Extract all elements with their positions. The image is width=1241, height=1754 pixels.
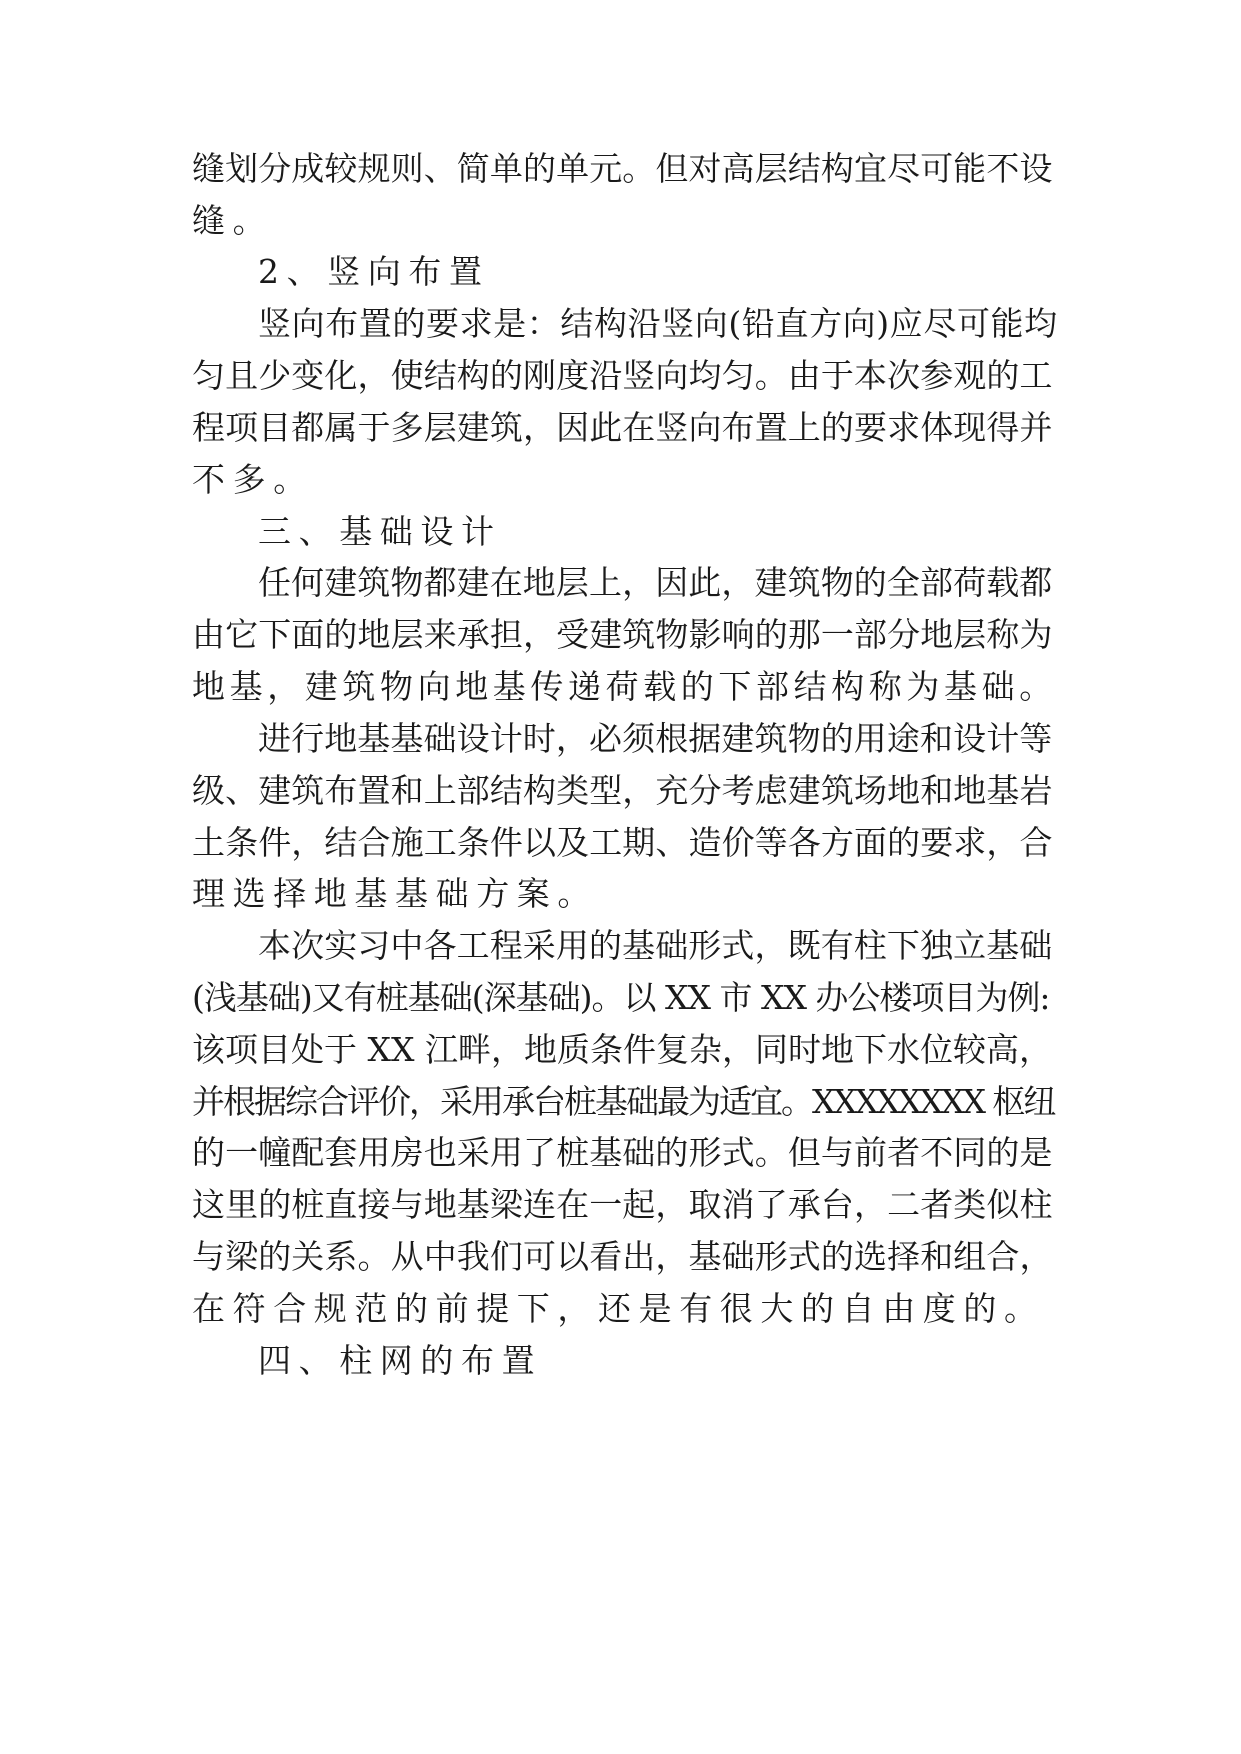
body-text-line: 竖向布置的要求是：结构沿竖向(铅直方向)应尽可能均 (258, 304, 1058, 343)
body-text-line: 该项目处于 XX 江畔，地质条件复杂，同时地下水位较高， (192, 1030, 1052, 1069)
section-heading: 三、基础设计 (258, 512, 502, 551)
body-text-line: 由它下面的地层来承担，受建筑物影响的那一部分地层称为 (192, 615, 1053, 654)
section-heading: 2、竖向布置 (258, 252, 490, 291)
body-text-line: 级、建筑布置和上部结构类型，充分考虑建筑场地和地基岩 (192, 771, 1053, 810)
section-heading: 四、柱网的布置 (258, 1341, 543, 1380)
body-text-line: 的一幢配套用房也采用了桩基础的形式。但与前者不同的是 (192, 1133, 1053, 1172)
body-text-line: 缝划分成较规则、简单的单元。但对高层结构宜尽可能不设 (192, 149, 1053, 188)
body-text-line: 在符合规范的前提下，还是有很大的自由度的。 (192, 1289, 1045, 1328)
body-text-line: 缝。 (192, 201, 274, 240)
body-text-line: 本次实习中各工程采用的基础形式，既有柱下独立基础 (258, 926, 1053, 965)
body-text-line: 地基，建筑物向地基传递荷载的下部结构称为基础。 (192, 667, 1057, 706)
body-text-line: 任何建筑物都建在地层上，因此，建筑物的全部荷载都 (258, 563, 1053, 602)
body-text-line: 匀且少变化，使结构的刚度沿竖向均匀。由于本次参观的工 (192, 356, 1053, 395)
body-text-line: 土条件，结合施工条件以及工期、造价等各方面的要求，合 (192, 823, 1053, 862)
body-text-line: 程项目都属于多层建筑，因此在竖向布置上的要求体现得并 (192, 408, 1053, 447)
body-text-line: 进行地基基础设计时，必须根据建筑物的用途和设计等 (258, 719, 1053, 758)
body-text-line: (浅基础)又有桩基础(深基础)。以 XX 市 XX 办公楼项目为例: (192, 978, 1050, 1017)
body-text-line: 理选择地基基础方案。 (192, 874, 598, 913)
body-text-line: 这里的桩直接与地基梁连在一起，取消了承台，二者类似柱 (192, 1185, 1053, 1224)
body-text-line: 并根据综合评价，采用承台桩基础最为适宜。XXXXXXXX 枢纽 (192, 1082, 1055, 1121)
body-text-line: 与梁的关系。从中我们可以看出，基础形式的选择和组合， (192, 1237, 1053, 1276)
body-text-line: 不多。 (192, 460, 314, 499)
